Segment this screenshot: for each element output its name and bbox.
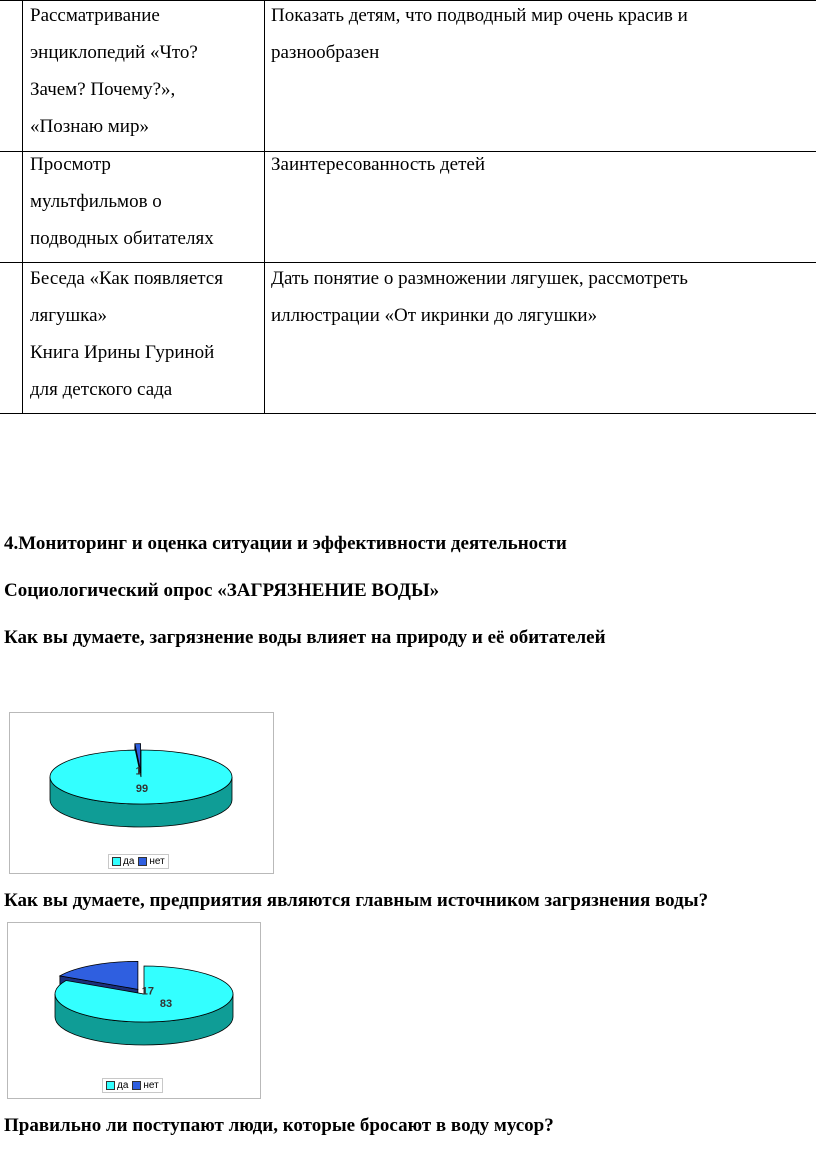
cell-line: энциклопедий «Что? <box>30 42 198 63</box>
pie-chart-2 <box>7 922 261 1099</box>
cell-line: Рассматривание <box>30 5 160 26</box>
legend-swatch-no <box>132 1081 141 1090</box>
table-cell-activity <box>30 146 214 257</box>
cell-line: иллюстрации «От икринки до лягушки» <box>271 305 598 326</box>
legend-label: нет <box>149 856 165 867</box>
legend-item-yes <box>112 856 134 867</box>
pie-chart-1-svg <box>10 713 273 873</box>
legend-label: да <box>123 856 135 867</box>
table-cell-activity <box>30 260 223 408</box>
cell-line: для детского сада <box>30 379 173 400</box>
table-cell-goal <box>271 146 485 183</box>
survey-title: Социологический опрос «ЗАГРЯЗНЕНИЕ ВОДЫ» <box>4 580 440 601</box>
data-label-no: 17 <box>141 985 155 998</box>
cell-line: лягушка» <box>30 305 108 326</box>
question-1: Как вы думаете, загрязнение воды влияет на природу и её обитателей <box>4 627 606 648</box>
legend-item-yes <box>106 1080 128 1091</box>
cell-line: разнообразен <box>271 42 380 63</box>
table-cell-goal <box>271 260 688 334</box>
table-border <box>0 413 816 414</box>
table-cell-activity <box>30 0 198 145</box>
cell-line: Просмотр <box>30 154 111 175</box>
cell-line: Беседа «Как появляется <box>30 268 223 289</box>
cell-line: Книга Ирины Гуриной <box>30 342 215 363</box>
section-title: 4.Мониторинг и оценка ситуации и эффективности деятельности <box>4 533 567 554</box>
question-3: Правильно ли поступают люди, которые бросают в воду мусор? <box>4 1115 554 1136</box>
legend-swatch-yes <box>112 857 121 866</box>
data-label-yes: 83 <box>159 998 173 1010</box>
legend-label: да <box>117 1080 129 1091</box>
cell-line: Заинтересованность детей <box>271 154 485 175</box>
cell-line: «Познаю мир» <box>30 116 149 137</box>
chart-legend <box>108 854 169 869</box>
activities-table <box>0 0 816 414</box>
data-label-no: 1 <box>135 765 142 778</box>
table-cell-goal <box>271 0 688 71</box>
cell-line: Зачем? Почему?», <box>30 79 176 100</box>
pie-chart-2-svg <box>8 923 260 1098</box>
cell-line: Дать понятие о размножении лягушек, рассмотреть <box>271 268 688 289</box>
cell-line: мультфильмов о <box>30 191 162 212</box>
legend-item-no <box>132 1080 158 1091</box>
cell-line: Показать детям, что подводный мир очень красив и <box>271 5 688 26</box>
legend-item-no <box>138 856 164 867</box>
table-column-divider <box>22 0 23 414</box>
legend-swatch-no <box>138 857 147 866</box>
pie-chart-1 <box>9 712 274 874</box>
table-column-divider <box>264 0 265 414</box>
question-2: Как вы думаете, предприятия являются главным источником загрязнения воды? <box>4 890 709 911</box>
data-label-yes: 99 <box>135 783 149 795</box>
legend-swatch-yes <box>106 1081 115 1090</box>
legend-label: нет <box>143 1080 159 1091</box>
cell-line: подводных обитателях <box>30 228 214 249</box>
chart-legend <box>102 1078 163 1093</box>
